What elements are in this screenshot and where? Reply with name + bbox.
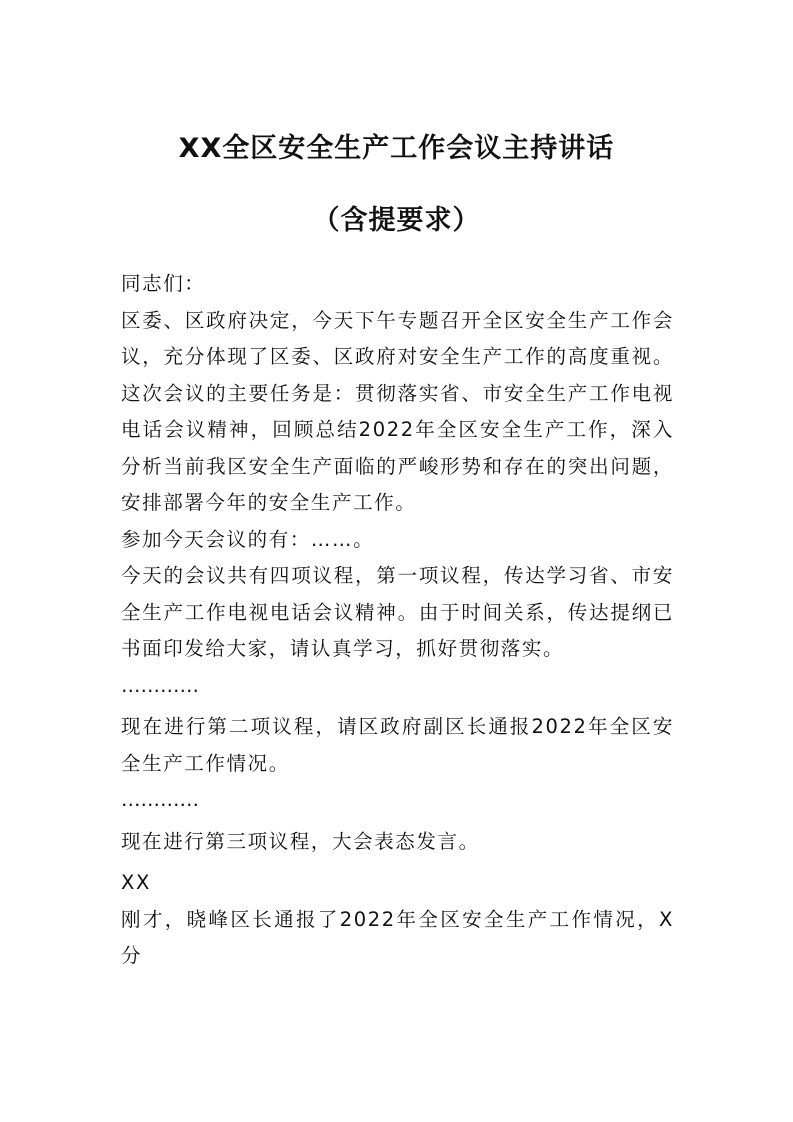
document-subtitle: （含提要求） bbox=[312, 205, 481, 236]
paragraph-speaker: XX bbox=[121, 871, 151, 894]
paragraph-intro: 区委、区政府决定，今天下午专题召开全区安全生产工作会议，充分体现了区委、区政府对安全生产工作的高度重视。这次会议的主要任务是：贯彻落实省、市安全生产工作电视电话会议精神，回顾总结2022年全区安全生产工作，深入分析当前我区安全生产面临的严峻形势和存在的突出问题，安排部署今年的安全生产工作。 bbox=[121, 308, 674, 514]
paragraph-salutation: 同志们： bbox=[121, 272, 206, 295]
document-body bbox=[121, 266, 674, 975]
paragraph-agenda-three: 现在进行第三项议程，大会表态发言。 bbox=[121, 829, 480, 853]
ellipsis-separator: ………… bbox=[121, 673, 199, 697]
paragraph-attendees: 参加今天会议的有：……。 bbox=[121, 527, 375, 551]
ellipsis-separator: ………… bbox=[121, 788, 199, 811]
document-title: XX全区安全生产工作会议主持讲话 bbox=[178, 133, 615, 164]
paragraph-agenda-two: 现在进行第二项议程，请区政府副区长通报2022年全区安全生产工作情况。 bbox=[121, 715, 674, 775]
paragraph-closing: 刚才，晓峰区长通报了2022年全区安全生产工作情况，X分 bbox=[121, 907, 674, 967]
paragraph-agenda-one: 今天的会议共有四项议程，第一项议程，传达学习省、市安全生产工作电视电话会议精神。由于时间关系，传达提纲已书面印发给大家，请认真学习，抓好贯彻落实。 bbox=[121, 564, 674, 660]
